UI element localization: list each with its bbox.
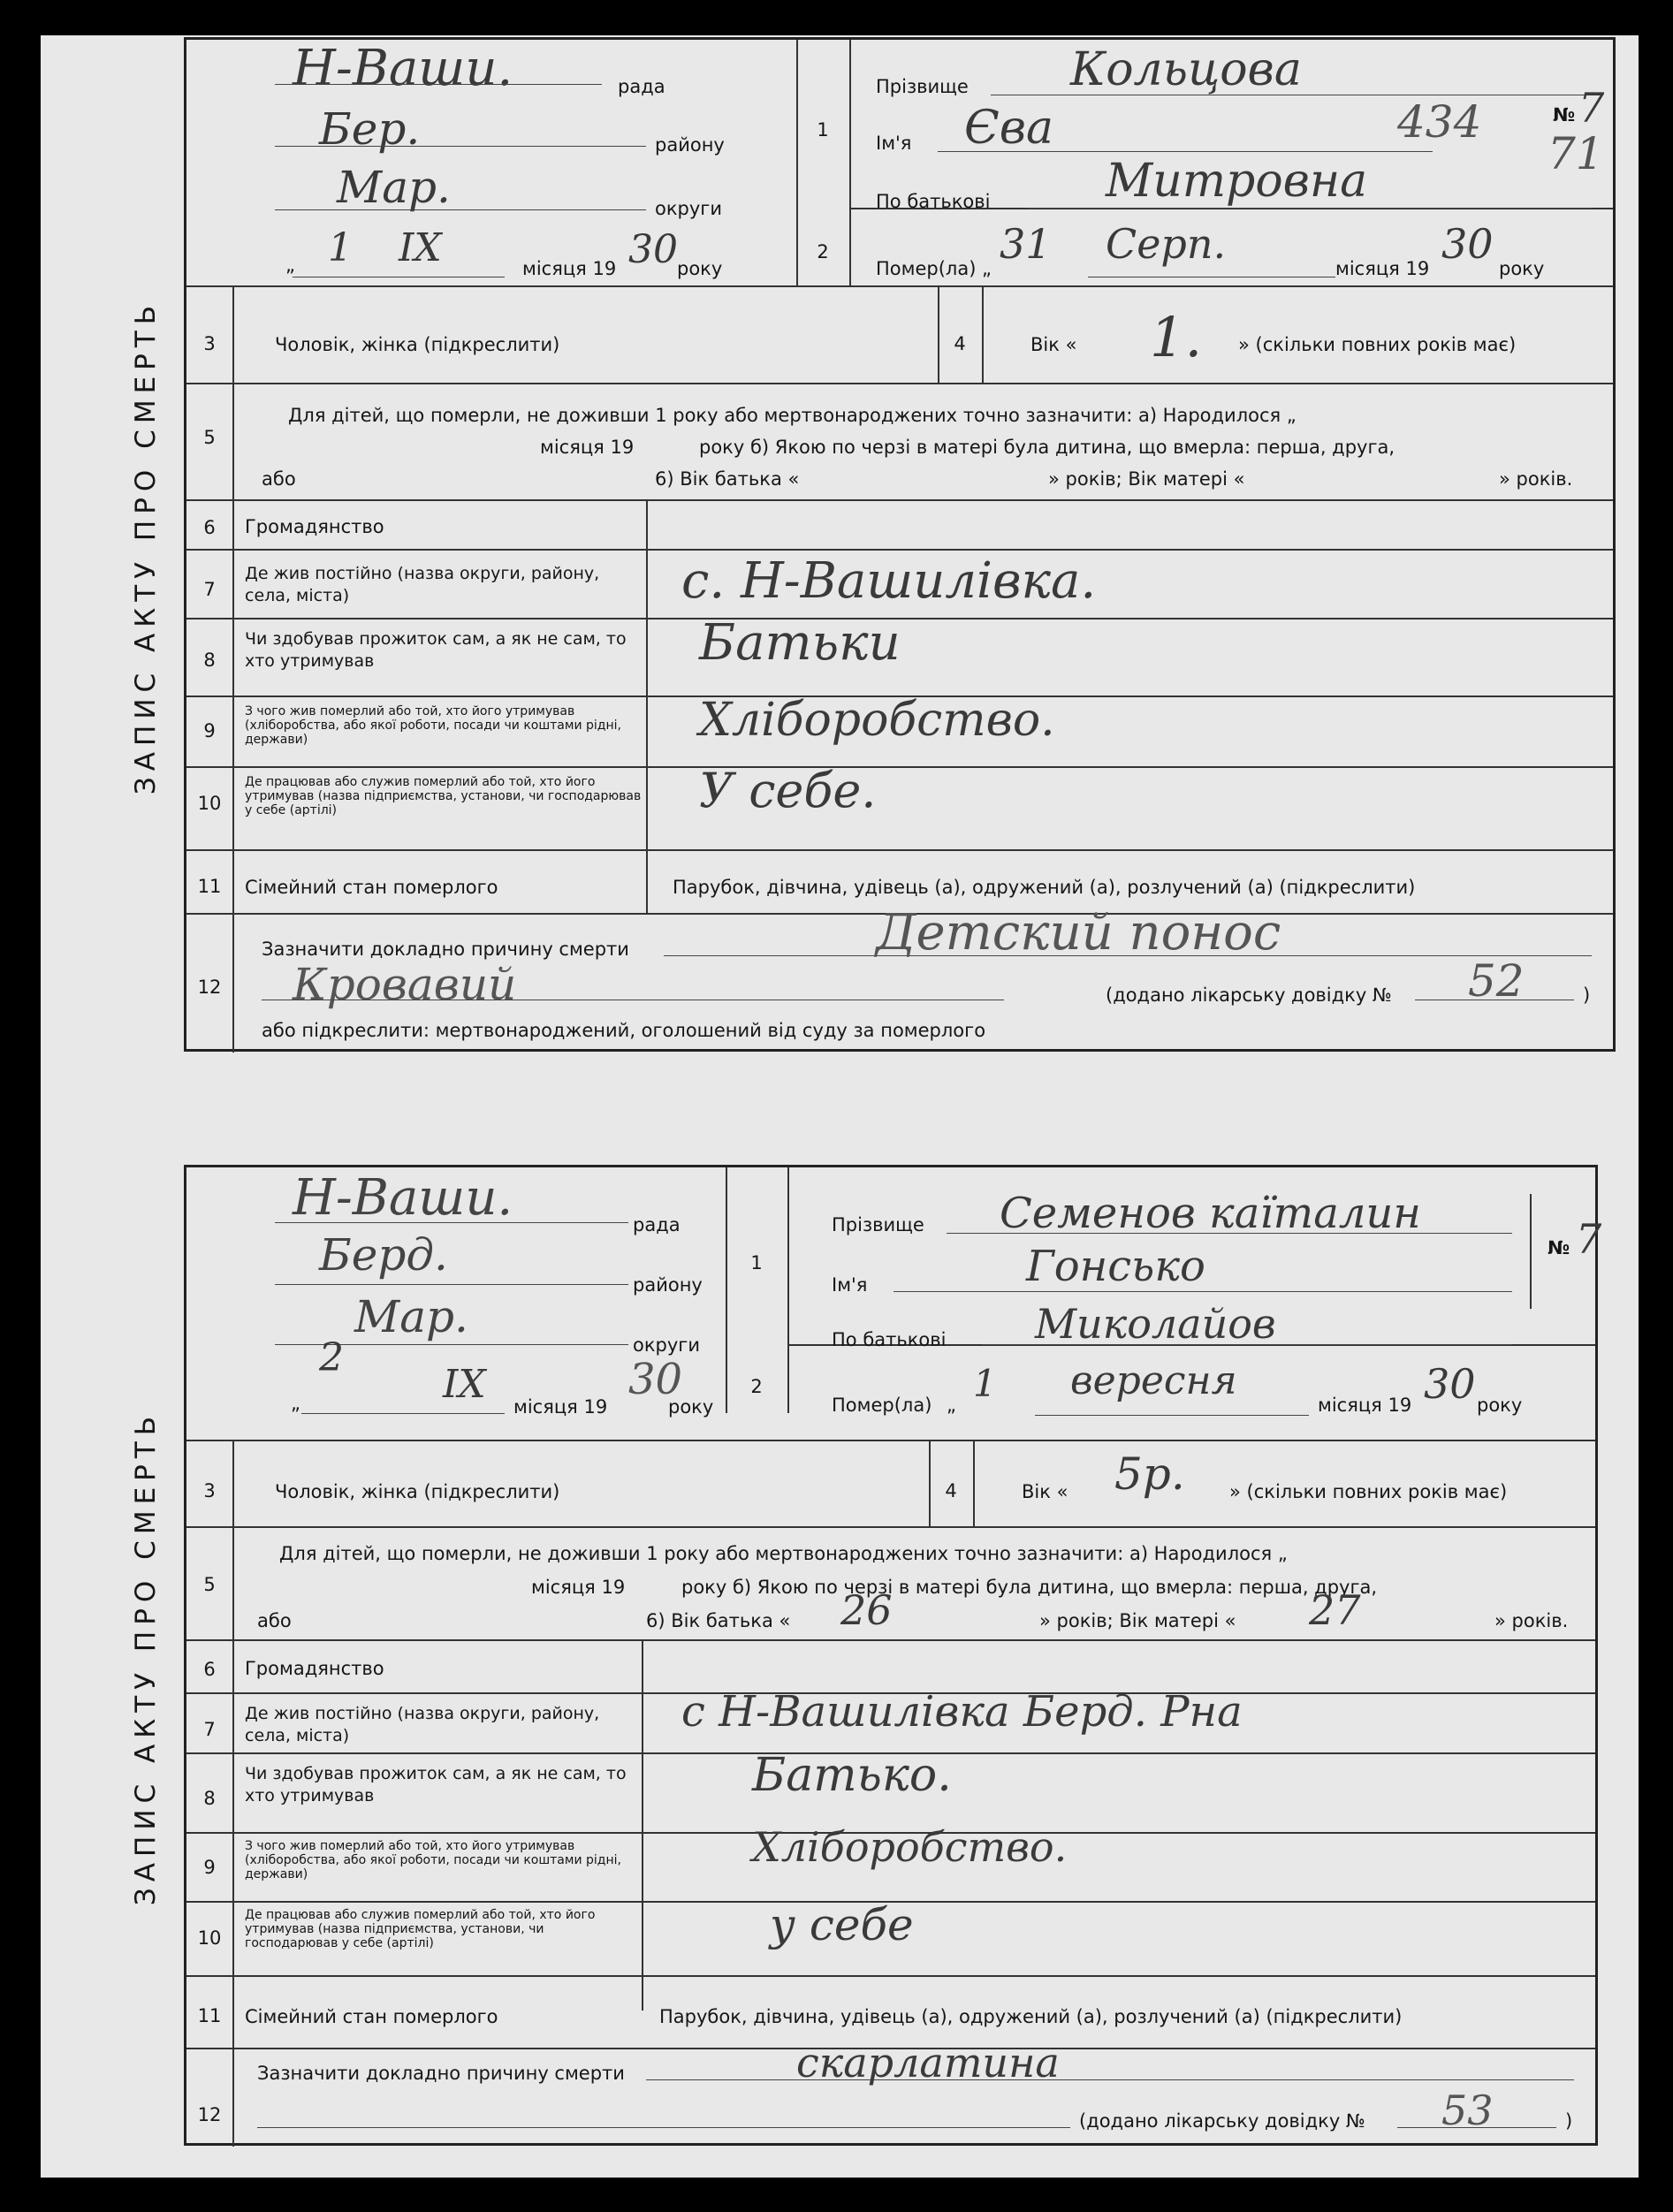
entry-number-value: 7	[1576, 1215, 1602, 1263]
row-number: 5	[203, 427, 216, 448]
age-value: 1.	[1150, 305, 1203, 369]
okrug-value: Мар.	[337, 162, 451, 213]
district-value: Берд.	[319, 1229, 448, 1281]
medical-certificate-number: 53	[1441, 2087, 1494, 2134]
mother-age-label: » років; Вік матері «	[1048, 468, 1245, 490]
residence-value: с Н-Вашилівка Берд. Рна	[681, 1687, 1243, 1737]
surname-label: Прізвище	[832, 1214, 924, 1235]
sex-label: Чоловік, жінка (підкреслити)	[275, 334, 560, 355]
row-number: 12	[197, 2104, 222, 2125]
year-label: року	[668, 1396, 714, 1418]
registration-day-value: 2	[319, 1335, 344, 1380]
patronymic-value: Миколайов	[1035, 1300, 1276, 1348]
registration-year-value: 30	[628, 227, 678, 272]
years-label: » років.	[1494, 1610, 1569, 1631]
livelihood-label: Чи здобував прожиток сам, а як не сам, то хто утримував	[245, 629, 627, 671]
death-month-value: вересня	[1070, 1358, 1237, 1403]
month-label: місяця 19	[1335, 258, 1430, 279]
row-number: 2	[750, 1376, 763, 1397]
row-number: 1	[750, 1252, 763, 1273]
surname-label: Прізвище	[876, 76, 969, 97]
name-label: Ім'я	[832, 1274, 868, 1296]
registration-year-value: 30	[628, 1355, 683, 1404]
year-label: року	[1499, 258, 1545, 279]
row-number: 12	[197, 977, 222, 998]
district-label: району	[633, 1274, 703, 1296]
registration-day-value: 1	[328, 225, 353, 270]
citizenship-label: Громадянство	[245, 516, 384, 537]
district-value: Бер.	[319, 103, 421, 155]
side-title: ЗАПИС АКТУ ПРО СМЕРТЬ	[130, 299, 162, 795]
village-council-value: Н-Ваши.	[293, 1169, 513, 1227]
row-number: 7	[203, 579, 216, 600]
patronymic-value: Митровна	[1106, 155, 1368, 208]
marital-status-label: Сімейний стан померлого	[245, 877, 498, 898]
district-label: району	[655, 134, 725, 156]
children-month-label: місяця 19	[531, 1577, 626, 1598]
residence-label: Де жив постійно (назва округи, району, села, міста)	[245, 1704, 600, 1745]
row-number: 4	[954, 333, 966, 354]
age-suffix-label: » (скільки повних років має)	[1238, 334, 1517, 355]
name-value: Єва	[964, 102, 1054, 155]
row-number: 8	[203, 650, 216, 671]
cause-of-death-value-2: Кровавий	[293, 959, 517, 1010]
residence-value: с. Н-Вашилівка.	[681, 552, 1097, 610]
year-label: року	[677, 258, 723, 279]
father-age-value: 26	[840, 1586, 893, 1634]
okrug-value: Мар.	[354, 1291, 468, 1342]
village-council-value: Н-Ваши.	[293, 40, 513, 97]
death-record-1: ЗАПИС АКТУ ПРО СМЕРТЬ 1 2 Н-Ваши. рада Бер. району Мар. округи „ 1 IX місяця 19 30 року Прізвище Кольцова 434 № 7 71 Ім'я Єва По батькові Митровна Помер(ла) „ 31 Серп. місяця 19 30 року 3 Чоловік, жінка (підкреслити) 4 Вік « 1. » (скільки повних років має) 5 Для дітей, що померли, не доживши 1 року або мертвонароджених точно зазначити: а) Народилося „ місяця 19 року б) Якою по черзі в матері була дитина, що вмерла: перша, друга, або 6) Вік батька « » років; Вік матері « » років. 6 Громадянство 7 Де жив постійно (назва округи, району, села, міста) с. Н-Вашилівка. 8 Чи здобував прожиток сам, а як не сам, то хто утримував Батьки 9 З чого жив померлий або той, хто його утримував (хліборобства, або якої роботи, посади чи коштами рідні, держави) Хліборобство. 10 Де працював або служив померлий або той, хто його утримував (назва підприємства, установи, чи господарював у себе (артілі) У себе. 11 Сімейний стан померлого Парубок, дівчина, удівець (а), одружений (а), розлучений (а) (підкреслити) 12 Зазначити докладно причину смерти Детский понос Кровавий (додано лікарську довідку № 52 ) або підкреслити: мертвонароджений, оголошений від суду за померлого	[184, 37, 1616, 1052]
name-label: Ім'я	[876, 133, 912, 154]
father-age-label: 6) Вік батька «	[655, 468, 800, 490]
row-number: 3	[203, 333, 216, 354]
died-label: Помер(ла)	[832, 1395, 932, 1416]
livelihood-label: Чи здобував прожиток сам, а як не сам, то хто утримував	[245, 1764, 627, 1805]
age-label: Вік «	[1030, 334, 1077, 355]
children-info-line-2: року б) Якою по черзі в матері була дитина, що вмерла: перша, друга,	[681, 1577, 1378, 1598]
or-label: або	[262, 468, 296, 490]
row-number: 10	[197, 1927, 222, 1949]
marital-status-options: Парубок, дівчина, удівець (а), одружений (а), розлучений (а) (підкреслити)	[659, 2006, 1403, 2027]
death-record-2: ЗАПИС АКТУ ПРО СМЕРТЬ 1 2 Н-Ваши. рада Берд. району Мар. округи „ 2 IX місяця 19 30 року Прізвище Семенов каїталин № 7 Ім'я Гонсько По батькові Миколайов Помер(ла) „ 1 вересня місяця 19 30 року 3 Чоловік, жінка (підкреслити) 4 Вік « 5р. » (скільки повних років має) 5 Для дітей, що померли, не доживши 1 року або мертвонароджених точно зазначити: а) Народилося „ місяця 19 року б) Якою по черзі в матері була дитина, що вмерла: перша, друга, або 6) Вік батька « 26 » років; Вік матері « 27 » років. 6 Громадянство 7 Де жив постійно (назва округи, району, села, міста) с Н-Вашилівка Берд. Рна 8 Чи здобував прожиток сам, а як не сам, то хто утримував Батько. 9 З чого жив померлий або той, хто його утримував (хліборобства, або якої роботи, посади чи коштами рідні, держави) Хліборобство. 10 Де працював або служив померлий або той, хто його утримував (назва підприємства, установи, чи господарював у себе (артілі) у себе 11 Сімейний стан померлого Парубок, дівчина, удівець (а), одружений (а), розлучений (а) (підкреслити) 12 Зазначити докладно причину смерти скарлатина (додано лікарську довідку № 53 )	[184, 1165, 1598, 2146]
workplace-value: У себе.	[699, 763, 877, 818]
cause-of-death-label: Зазначити докладно причину смерти	[262, 939, 629, 960]
mother-age-value: 27	[1309, 1586, 1361, 1634]
livelihood-value: Батьки	[699, 614, 901, 672]
mother-age-label: » років; Вік матері «	[1039, 1610, 1236, 1631]
surname-value: Семенов каїталин	[1000, 1189, 1421, 1238]
income-label: З чого жив померлий або той, хто його утримував (хліборобства, або якої роботи, посади чи коштами рідні, держави)	[245, 704, 621, 747]
margin-note: 434	[1397, 96, 1482, 148]
marital-status-label: Сімейний стан померлого	[245, 2006, 498, 2027]
name-value: Гонсько	[1026, 1242, 1205, 1291]
row-number: 7	[203, 1719, 216, 1740]
cause-of-death-value: скарлатина	[796, 2039, 1060, 2087]
row-number: 4	[945, 1480, 957, 1501]
row-number: 11	[197, 876, 222, 897]
patronymic-label: По батькові	[832, 1329, 947, 1350]
row-number: 8	[203, 1788, 216, 1809]
month-label: місяця 19	[522, 258, 617, 279]
medical-certificate-label: (додано лікарську довідку №	[1106, 984, 1392, 1006]
workplace-value: у себе	[770, 1899, 914, 1950]
income-value: Хліборобство.	[752, 1823, 1068, 1871]
livelihood-value: Батько.	[752, 1749, 952, 1802]
month-label: місяця 19	[513, 1396, 608, 1418]
residence-label: Де жив постійно (назва округи, району, села, міста)	[245, 564, 600, 605]
row-number: 10	[197, 793, 222, 814]
year-label: року	[1477, 1395, 1523, 1416]
row-number: 6	[203, 517, 216, 538]
row-number: 1	[817, 119, 829, 141]
medical-certificate-number: 52	[1468, 955, 1525, 1007]
age-label: Вік «	[1022, 1481, 1068, 1502]
month-label: місяця 19	[1318, 1395, 1412, 1416]
side-title: ЗАПИС АКТУ ПРО СМЕРТЬ	[130, 1410, 162, 1906]
row-number: 3	[203, 1480, 216, 1501]
sex-label: Чоловік, жінка (підкреслити)	[275, 1481, 560, 1502]
children-month-label: місяця 19	[540, 437, 635, 458]
patronymic-label: По батькові	[876, 191, 991, 212]
children-info-line-1: Для дітей, що померли, не доживши 1 року або мертвонароджених точно зазначити: а) Народилося „	[279, 1543, 1288, 1564]
registration-month-value: IX	[399, 225, 442, 270]
age-value: 5р.	[1114, 1448, 1185, 1500]
children-info-line-2: року б) Якою по черзі в матері була дитина, що вмерла: перша, друга,	[699, 437, 1395, 458]
death-year-value: 30	[1441, 220, 1494, 268]
okrug-label: округи	[633, 1334, 700, 1356]
medical-certificate-label: (додано лікарську довідку №	[1079, 2110, 1365, 2132]
father-age-label: 6) Вік батька «	[646, 1610, 791, 1631]
income-value: Хліборобство.	[699, 694, 1055, 747]
row-number: 9	[203, 1857, 216, 1878]
or-label: або	[257, 1610, 292, 1631]
row-number: 9	[203, 720, 216, 741]
age-suffix-label: » (скільки повних років має)	[1229, 1481, 1508, 1502]
row-number: 5	[203, 1574, 216, 1595]
death-day-value: 1	[973, 1362, 997, 1405]
row-number: 11	[197, 2005, 222, 2026]
row-number: 6	[203, 1659, 216, 1680]
surname-value: Кольцова	[1070, 43, 1302, 96]
okrug-label: округи	[655, 198, 722, 219]
row-number: 2	[817, 241, 829, 262]
died-label: Помер(ла)	[876, 258, 977, 279]
stillborn-label: або підкреслити: мертвонароджений, оголошений від суду за померлого	[262, 1020, 986, 1041]
cause-of-death-label: Зазначити докладно причину смерти	[257, 2063, 625, 2084]
children-info-line-1: Для дітей, що померли, не доживши 1 року або мертвонароджених точно зазначити: а) Народилося „	[288, 405, 1297, 426]
village-council-label: рада	[633, 1214, 681, 1235]
marital-status-options: Парубок, дівчина, удівець (а), одружений (а), розлучений (а) (підкреслити)	[673, 877, 1416, 898]
workplace-label: Де працював або служив померлий або той, хто його утримував (назва підприємства, установи, чи господарював у себе (артілі)	[245, 1908, 596, 1950]
registration-month-value: IX	[443, 1362, 486, 1407]
cause-of-death-value: Детский понос	[876, 904, 1281, 962]
death-day-value: 31	[1000, 220, 1052, 268]
workplace-label: Де працював або служив померлий або той, хто його утримував (назва підприємства, установи, чи господарював у себе (артілі)	[245, 775, 642, 817]
margin-note-2: 71	[1548, 128, 1604, 179]
village-council-label: рада	[618, 76, 665, 97]
income-label: З чого жив померлий або той, хто його утримував (хліборобства, або якої роботи, посади чи коштами рідні, держави)	[245, 1839, 621, 1881]
entry-number-value: 7	[1578, 84, 1605, 132]
citizenship-label: Громадянство	[245, 1658, 384, 1679]
years-label: » років.	[1499, 468, 1573, 490]
death-month-value: Серп.	[1106, 220, 1227, 268]
death-year-value: 30	[1424, 1360, 1476, 1408]
